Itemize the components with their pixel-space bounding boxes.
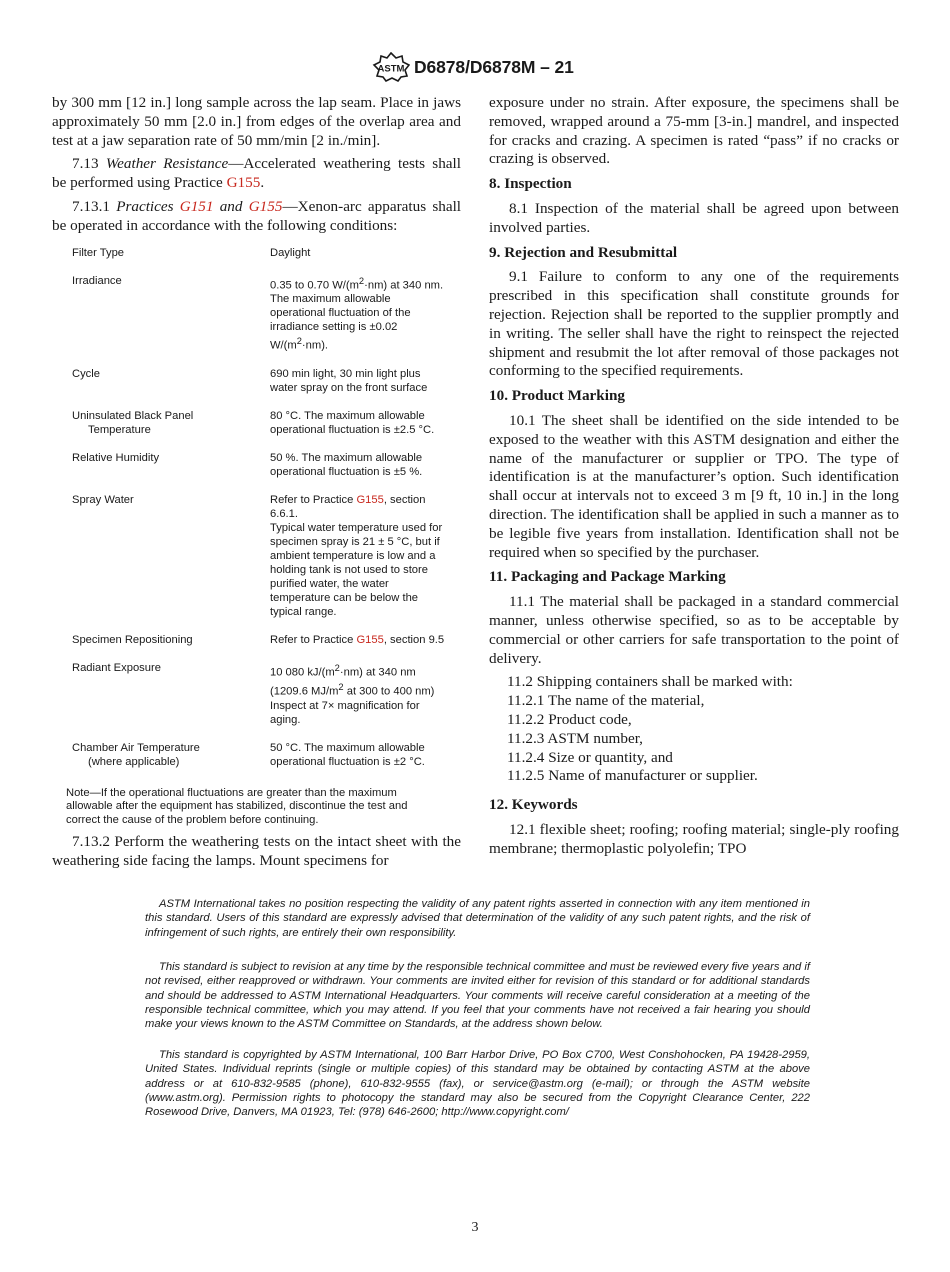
list-item: 11.2 Shipping containers shall be marked with:	[507, 673, 793, 691]
heading-product-marking: 10. Product Marking	[489, 387, 625, 405]
link-g155[interactable]: G155	[356, 494, 384, 507]
heading-rejection: 9. Rejection and Resubmittal	[489, 243, 678, 261]
heading-keywords: 12. Keywords	[489, 796, 578, 814]
link-g151[interactable]: G151	[179, 197, 214, 215]
table-row	[52, 451, 461, 493]
document-designation: D6878/D6878M – 21	[414, 57, 574, 77]
paragraph-lap-seam: by 300 mm [12 in.] long sample across the lap seam. Place in jaws approximately 50 mm [2.0 in.] from edges of the overlap area and test at a jaw separation rate of 50 mm/min [2 in./min].	[52, 94, 461, 149]
table-row	[52, 409, 461, 451]
table-cell-key: Cycle	[72, 368, 100, 381]
table-row	[52, 661, 461, 740]
paragraph-exposure: exposure under no strain. After exposure, the specimens shall be removed, wrapped around a 75-mm [3-in.] mandrel, and inspected for cracks and crazing. A specimen is rated “pass” if no cracks or crazing is observed.	[489, 94, 899, 168]
table-cell-key: Spray Water	[72, 494, 134, 507]
footer-revision-notice: This standard is subject to revision at any time by the responsible technical committee and must be reviewed every five years and if not revised, either reapproved or withdrawn. Your comments are invited either for revision of this standard or for additional standards and should be addressed to ASTM International Headquarters. Your comments will receive careful consideration at a meeting of the responsible technical committee, which you may attend. If you feel that your comments have not received a fair hearing you should make your views known to the ASTM Committee on Standards, at the address shown below.	[145, 961, 810, 1031]
left-column	[52, 94, 461, 876]
list-item: 11.2.2 Product code,	[507, 710, 632, 728]
footer-patent-notice: ASTM International takes no position respecting the validity of any patent rights asserted in connection with any item mentioned in this standard. Users of this standard are expressly advised that determination of the validity of any such patent rights, and the risk of infringement of such rights, are entirely their own responsibility.	[145, 898, 810, 939]
paragraph-7-13-2: 7.13.2 Perform the weathering tests on the intact sheet with the weathering side facing the lamps. Mount specimens for	[52, 833, 461, 870]
table-row	[52, 493, 461, 633]
logo-text: ASTM	[377, 63, 405, 75]
table-cell-key: Radiant Exposure	[72, 662, 161, 675]
page-number: 3	[471, 1220, 479, 1235]
right-column	[489, 94, 899, 863]
list-item: 11.2.3 ASTM number,	[507, 729, 643, 747]
paragraph-9-1: 9.1 Failure to conform to any one of the requirements prescribed in this specification shall constitute grounds for rejection. Rejection shall be reported to the supplier promptly and in writing. The seller shall have the right to reinspect the rejected shipment and resubmit the lot after removal of those packages not conforming to the specified requirements.	[489, 268, 899, 380]
paragraph-10-1: 10.1 The sheet shall be identified on the side intended to be exposed to the weather with this ASTM designation and either the name of the manufacturer or supplier or TPO. The type of identification is at the manufacturer’s option. Such identification shall occur at intervals not to exceed 3 m [9 ft, 10 in.] in the long direction. The identification shall be applied in such a manner as to be legible five years from installation. Identification shall not be required when so specified by the purchaser.	[489, 411, 899, 561]
table-cell-value: 50 %. The maximum allowable operational fluctuation is ±5 %.	[270, 452, 423, 479]
link-g155[interactable]: G155	[226, 174, 261, 192]
table-row	[52, 274, 461, 367]
astm-logo	[372, 52, 410, 82]
table-cell-value: 690 min light, 30 min light plus water spray on the front surface	[270, 368, 428, 395]
table-cell-value: 10 080 $kJ/(m^2\cdot nm)$ at 340 nm (1209.6 $MJ/m^2$ at 300 to 400 nm) Inspect at 7× magnification for aging.	[270, 663, 435, 726]
paragraph-7-13: 7.13 Weather Resistance—Accelerated weathering tests shall be performed using Practice G155.	[52, 155, 461, 192]
table-cell-value: 0.35 to 0.70 $W/(m^2\cdot nm)$ at 340 nm. The maximum allowable operational fluctuation of the irradiance setting is ±0.02 $W/(m^2\cdot nm)$.	[270, 275, 444, 353]
table-cell-key: Chamber Air Temperature (where applicable)	[72, 741, 200, 768]
table-cell-value: Daylight	[270, 246, 311, 259]
table-cell-key: Irradiance	[72, 274, 122, 287]
table-note: Note—If the operational fluctuations are greater than the maximum allowable after the equipment has stabilized, discontinue the test and correct the cause of the problem before continuing.	[66, 786, 408, 826]
table-row	[52, 246, 461, 274]
shipping-marking-list	[489, 673, 899, 786]
section-title-weather-resistance: Weather Resistance	[105, 155, 229, 173]
table-cell-value: Refer to Practice G155, section 6.6.1. Typical water temperature used for specimen spray is 21 ± 5 °C, but if ambient temperature is low and a holding tank is not used to store purified water, the water temperature can be below the typical range.	[270, 494, 443, 619]
table-cell-key: Specimen Repositioning	[72, 634, 193, 647]
list-item: 11.2.1 The name of the material,	[507, 692, 705, 710]
link-g155[interactable]: G155	[356, 634, 384, 647]
table-row	[52, 741, 461, 783]
table-cell-key: Relative Humidity	[72, 452, 160, 465]
paragraph-7-13-1: 7.13.1 Practices G151 and G155—Xenon-arc apparatus shall be operated in accordance with the following conditions:	[52, 197, 462, 234]
table-cell-key: Uninsulated Black Panel Temperature	[72, 410, 194, 437]
table-cell-key: Filter Type	[72, 246, 125, 259]
table-row	[52, 367, 461, 409]
table-cell-value: Refer to Practice G155, section 9.5	[270, 634, 445, 647]
heading-inspection: 8. Inspection	[489, 175, 572, 193]
paragraph-12-1: 12.1 flexible sheet; roofing; roofing material; single-ply roofing membrane; thermoplastic polyolefin; TPO	[489, 820, 899, 857]
list-item: 11.2.5 Name of manufacturer or supplier.	[507, 767, 758, 785]
footer-copyright-notice: This standard is copyrighted by ASTM International, 100 Barr Harbor Drive, PO Box C700, West Conshohocken, PA 19428-2959, United States. Individual reprints (single or multiple copies) of this standard may be obtained by contacting ASTM at the above address or at 610-832-9585 (phone), 610-832-9555 (fax), or service@astm.org (e-mail); or through the ASTM website (www.astm.org). Permission rights to photocopy the standard may also be secured from the Copyright Clearance Center, 222 Rosewood Drive, Danvers, MA 01923, Tel: (978) 646-2600; http://www.copyright.com/	[145, 1049, 810, 1119]
table-cell-value: 80 °C. The maximum allowable operational fluctuation is ±2.5 °C.	[270, 410, 435, 437]
paragraph-8-1: 8.1 Inspection of the material shall be agreed upon between involved parties.	[489, 199, 899, 236]
xenon-arc-conditions-table	[52, 246, 461, 783]
table-cell-value: 50 °C. The maximum allowable operational fluctuation is ±2 °C.	[270, 741, 425, 768]
paragraph-11-1: 11.1 The material shall be packaged in a standard commercial manner, unless otherwise specified, so as to be acceptable by commercial or other carriers for safe transportation to the point of delivery.	[489, 593, 899, 667]
link-g155[interactable]: G155	[248, 197, 283, 215]
table-row	[52, 633, 461, 661]
list-item: 11.2.4 Size or quantity, and	[507, 748, 673, 766]
heading-packaging: 11. Packaging and Package Marking	[489, 568, 726, 586]
